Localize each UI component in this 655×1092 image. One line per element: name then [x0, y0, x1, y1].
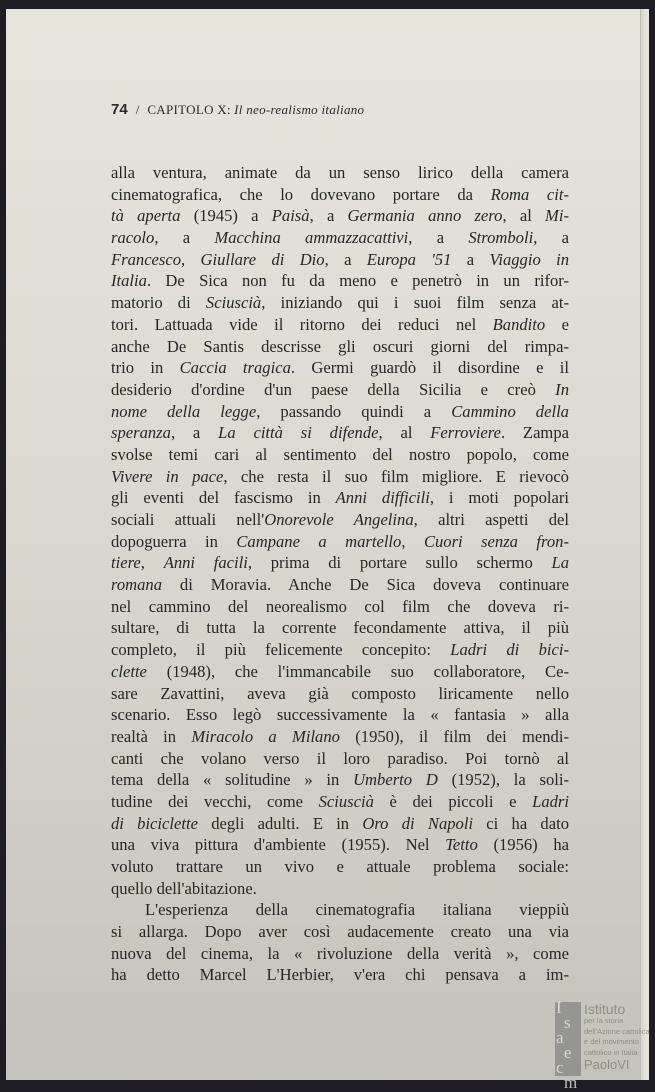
text-line [111, 422, 569, 444]
text-line [111, 769, 569, 791]
logo-letter: c [556, 1058, 564, 1077]
text-run: , prima di portare sullo schermo [247, 553, 552, 573]
italic-title-text: Campane a martello [236, 531, 402, 551]
italic-title-text: Viaggio in [489, 249, 569, 269]
text-line [111, 270, 569, 292]
text-line [111, 683, 569, 705]
text-run: , a [533, 228, 569, 248]
text-line [111, 921, 569, 943]
text-run: , altri aspetti del [413, 510, 570, 529]
text-run: canti che volano verso il loro paradiso. Poi tornò al [111, 748, 569, 768]
text-run: , iniziando qui i suoi film senza at- [261, 293, 569, 313]
text-run: nuova del cinema, la « rivoluzione della verità », come [111, 943, 569, 963]
logo-letter: a [556, 1028, 564, 1047]
text-run: . Zampa [500, 423, 569, 443]
text-line [111, 552, 569, 574]
text-run: , a [324, 249, 367, 269]
chapter-title: Il neo-realismo italiano [234, 102, 365, 117]
text-run: (1950), il film dei mendi- [339, 726, 569, 746]
italic-title-text: nome della legge [111, 401, 257, 421]
logo-letter: I [556, 998, 562, 1017]
page-number: 74 [111, 101, 128, 118]
text-run: (1952), la soli- [437, 770, 569, 790]
text-run: tema della « solitudine » in [111, 770, 354, 790]
italic-title-text: Ferroviere [430, 423, 501, 443]
text-line [111, 964, 569, 986]
text-run: alla ventura, animate da un senso lirico della camera [111, 163, 569, 182]
italic-title-text: Mi- [545, 206, 569, 226]
text-run: sociali attuali nell' [111, 510, 265, 529]
logo-text-line: Istituto [584, 1001, 626, 1017]
text-run: matorio di [111, 293, 206, 313]
italic-title-text: Onorevole Angelina [264, 510, 414, 529]
logo-text-line: cattolico in Italia [584, 1047, 638, 1057]
text-run: , al [378, 423, 431, 443]
italic-title-text: Anni difficili [335, 488, 430, 508]
text-run: una viva pittura d'ambiente (1955). Nel [111, 835, 446, 855]
italic-title-text: tiere [111, 553, 141, 573]
text-run: dopoguerra in [111, 531, 237, 551]
text-run: (1945) a [180, 206, 272, 226]
text-run: . De Sica non fu da meno e penetrò in un rifor- [146, 271, 569, 291]
chapter-label: CAPITOLO X: [147, 102, 231, 117]
institute-logo [555, 998, 655, 1092]
italic-title-text: Ladri [532, 791, 569, 811]
text-line [111, 726, 569, 748]
text-run: completo, il più felicemente concepito: [111, 640, 451, 660]
italic-title-text: Caccia tragica [179, 358, 291, 378]
text-run: gli eventi del fascismo in [111, 488, 336, 508]
text-line [111, 162, 569, 184]
logo-text-line: PaoloVI [584, 1057, 630, 1072]
italic-title-text: Anni facili [163, 553, 248, 573]
text-run: L'esperienza della cinematografia italiana vieppiù [145, 900, 569, 920]
text-run: ha detto Marcel L'Herbier, v'era chi pensava a im- [111, 965, 569, 985]
text-run: tudine dei vecchi, come [111, 791, 319, 811]
italic-title-text: Francesco, Giullare di Dio [111, 249, 325, 269]
italic-title-text: Umberto D [353, 770, 438, 790]
text-run: realtà in [111, 726, 192, 746]
text-line [111, 401, 569, 423]
header-separator: / [135, 102, 140, 117]
text-line [111, 227, 569, 249]
text-run: , a [309, 206, 348, 226]
text-run: , [401, 531, 424, 551]
text-line [111, 249, 569, 271]
logo-letters [556, 1000, 584, 1090]
text-run: , a [154, 228, 215, 248]
text-run: si allarga. Dopo aver così audacemente creato una via [111, 922, 569, 942]
text-line [111, 205, 569, 227]
text-line [111, 704, 569, 726]
text-run: (1956) ha [477, 835, 569, 855]
text-run: anche De Santis descrisse gli oscuri giorni del rimpa- [111, 336, 569, 356]
text-line [111, 813, 569, 835]
text-run: desiderio d'ordine d'un paese della Sicilia e creò [111, 379, 556, 399]
italic-title-text: Miracolo a Milano [191, 726, 340, 746]
italic-title-text: Sciuscià [318, 791, 374, 811]
text-line [111, 509, 569, 531]
text-run: , passando quindi a [256, 401, 452, 421]
italic-title-text: Sciuscià [205, 293, 262, 313]
italic-title-text: Italia [111, 271, 147, 291]
logo-letter: m [564, 1073, 578, 1092]
text-run: degli adulti. E in [197, 813, 363, 833]
italic-title-text: Paisà [271, 206, 310, 226]
italic-title-text: La [551, 553, 570, 573]
text-line [111, 661, 569, 683]
logo-text-line: per la storia [584, 1016, 624, 1025]
text-run: svolse temi cari al sentimento del nostro popolo, come [111, 444, 569, 464]
text-run: , [140, 553, 164, 573]
text-line [111, 357, 569, 379]
body-text [111, 162, 569, 986]
logo-letter: e [564, 1043, 572, 1062]
italic-title-text: Tetto [445, 835, 478, 855]
text-line [111, 444, 569, 466]
text-line [111, 292, 569, 314]
book-page [6, 9, 650, 1092]
text-run: ci ha dato [473, 813, 569, 833]
text-line [111, 878, 569, 900]
text-line [111, 487, 569, 509]
italic-title-text: Stromboli [468, 228, 534, 248]
text-line [111, 314, 569, 336]
text-line [111, 574, 569, 596]
text-run: voluto trattare un vivo e attuale problema sociale: [111, 857, 569, 876]
text-line [111, 639, 569, 661]
italic-title-text: Cuori senza fron- [423, 531, 569, 551]
text-run: nel cammino del neorealismo col film che doveva ri- [111, 596, 569, 616]
text-line [111, 531, 569, 553]
italic-title-text: romana [111, 575, 163, 595]
italic-title-text: Roma cit- [490, 184, 569, 204]
italic-title-text: Ladri di bici- [450, 640, 569, 660]
text-line [111, 899, 569, 921]
italic-title-text: racolo [111, 228, 155, 248]
italic-title-text: clette [111, 661, 147, 681]
logo-text-line: dell'Azione cattolica [584, 1026, 650, 1036]
text-line [111, 379, 569, 401]
text-line [111, 336, 569, 358]
text-run: cinematografica, che lo dovevano portare da [111, 184, 491, 204]
logo-text [584, 1002, 650, 1072]
italic-title-text: Bandito [492, 314, 546, 334]
italic-title-text: speranza [111, 423, 171, 443]
page-edge [640, 9, 649, 1080]
italic-title-text: di biciclette [111, 813, 198, 833]
text-line [111, 466, 569, 488]
text-line [111, 184, 569, 206]
text-run: , a [170, 423, 219, 443]
text-run: . Germi guardò il disordine e il [290, 358, 569, 378]
italic-title-text: La città si difende [218, 423, 379, 443]
italic-title-text: tà aperta [111, 206, 181, 226]
italic-title-text: In [555, 379, 569, 399]
logo-letter: s [564, 1013, 571, 1032]
text-run: è dei piccoli e [373, 791, 533, 811]
italic-title-text: Macchina ammazzacattivi [214, 228, 409, 248]
text-run: sultare, di tutta la corrente fecondamente attiva, il più [111, 618, 569, 638]
italic-title-text: Vivere in pace [111, 466, 224, 486]
text-line [111, 943, 569, 965]
italic-title-text: Cammino della [451, 401, 569, 421]
italic-title-text: Germania anno zero [347, 206, 503, 226]
logo-text-line: e del movimento [584, 1037, 640, 1046]
text-run: , a [408, 228, 469, 248]
text-line [111, 856, 569, 878]
text-line [111, 617, 569, 639]
text-run: e [545, 314, 569, 334]
text-run: tori. Lattuada vide il ritorno dei reduci nel [111, 314, 493, 334]
text-run: quello dell'abitazione. [111, 878, 257, 898]
text-run: (1948), che l'immancabile suo collaboratore, Ce- [146, 661, 569, 681]
text-run: a [451, 249, 490, 269]
text-run: di Moravia. Anche De Sica doveva continuare [162, 575, 569, 595]
text-line [111, 834, 569, 856]
italic-title-text: Oro di Napoli [362, 813, 474, 833]
text-run: , i moti popolari [429, 488, 569, 508]
text-line [111, 596, 569, 618]
text-line [111, 748, 569, 770]
italic-title-text: Europa '51 [366, 249, 452, 269]
text-run: scenario. Esso legò successivamente la « fantasia » alla [111, 705, 569, 725]
text-run: sare Zavattini, aveva già composto liricamente nello [111, 683, 569, 703]
text-line [111, 791, 569, 813]
text-run: , al [502, 206, 546, 226]
text-run: trio in [111, 358, 180, 378]
running-head [111, 101, 364, 118]
text-run: , che resta il suo film migliore. E rievocò [223, 466, 569, 486]
